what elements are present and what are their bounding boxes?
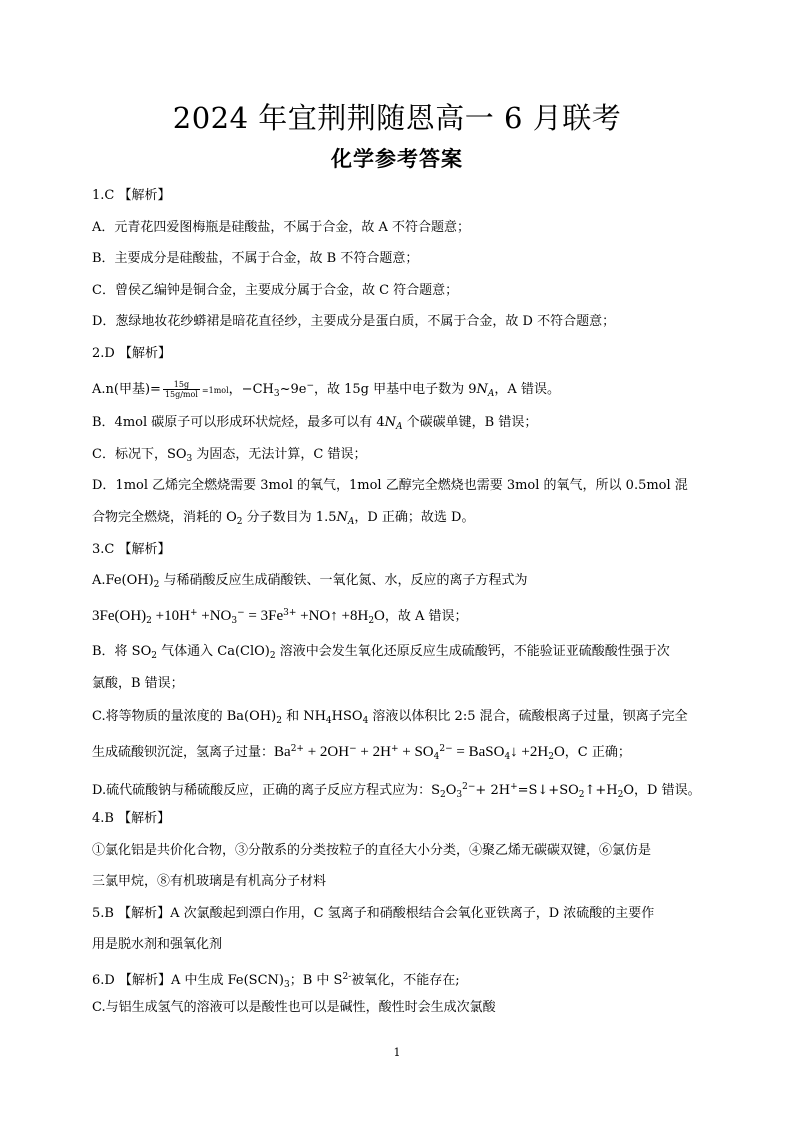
q3-option-d: D.硫代硫酸钠与稀硫酸反应，正确的离子反应方程式应为：$S_2O_3^{2-}+$ $2H^+=S↓+SO_2↑+H_2O$，D 错误。 [92,782,701,800]
q2-option-b: B．4mol 碳原子可以形成环状烷烃，最多可以有 $4N_A$ 个碳碳单键，B 错误； [92,415,538,432]
page-subtitle: 化学参考答案 [331,147,463,171]
q2-option-d: D．1mol 乙烯完全燃烧需要 3mol 的氧气，1mol 乙醇完全燃烧也需要 3mol 的氧气，所以 0.5mol 混 [92,478,688,493]
q3-option-c: C.将等物质的量浓度的 $Ba(OH)_2$ 和 $NH_4HSO_4$ 溶液以体积比 2:5 混合，硫酸根离子过量，钡离子完全 [92,709,688,726]
q5-line-2: 用是脱水剂和强氧化剂 [92,937,223,952]
q2-option-c: C．标况下，$SO_3$ 为固态，无法计算，C 错误； [92,447,367,464]
q1-option-c: C．曾侯乙编钟是铜合金，主要成分属于合金，故 C 符合题意； [92,283,459,298]
q3-option-c-cont: 生成硫酸钡沉淀，氢离子过量：$Ba^{2+} + 2OH^- + 2H^+ + SO_4^{2-}$ = BaSO$_4$↓ $+2H_2O$，C 正确； [92,744,631,762]
q6-line-1: 6.D 【解析】A 中生成 $Fe(SCN)_3$；B 中 $S^{2-}$被氧化，不能存在; [92,972,460,990]
q4-line-1: ①氯化铝是共价化合物，③分散系的分类按粒子的直径大小分类，④聚乙烯无碳碳双键，⑥氯仿是 [92,843,652,858]
q3-equation-a: $3Fe(OH)_2 +10H^+ +NO_3^- = 3Fe^{3+}$ +NO↑ $+8H_2O$，故 A 错误； [92,608,468,626]
q5-line-1: 5.B 【解析】A 次氯酸起到漂白作用，C 氢离子和硝酸根结合会氧化亚铁离子，D 浓硫酸的主要作 [92,906,655,921]
q4-heading: 4.B 【解析】 [92,811,171,826]
q1-option-b: B．主要成分是硅酸盐，不属于合金，故 B 不符合题意； [92,251,419,266]
q2-option-a: A.n(甲基)= $\frac{15g}{\text{15g/mol}}$ =1mol，$-CH_3\sim 9e^-$，故 15g 甲基中电子数为 $9N_A$，A 错误。 [92,380,560,399]
q3-heading: 3.C 【解析】 [92,542,171,557]
fraction: $\frac{15g}{\text{15g/mol}}$ [164,380,198,399]
q6-line-2: C.与铝生成氢气的溶液可以是酸性也可以是碱性，酸性时会生成次氯酸 [92,1000,496,1015]
q3-option-b-cont: 氯酸，B 错误； [92,676,184,691]
q1-option-d: D．葱绿地妆花纱蟒裙是暗花直径纱，主要成分是蛋白质，不属于合金，故 D 不符合题意； [92,314,616,329]
q2-heading: 2.D 【解析】 [92,346,171,361]
q1-option-a: A．元青花四爱图梅瓶是硅酸盐，不属于合金，故 A 不符合题意； [92,220,471,235]
q2-option-d-cont: 合物完全燃烧，消耗的 $O_2$ 分子数目为 $1.5N_A$，D 正确；故选 D。 [92,510,475,527]
q1-heading: 1.C 【解析】 [92,188,171,203]
page-number: 1 [393,1046,401,1059]
q3-option-b: B．将 $SO_2$ 气体通入 $Ca(ClO)_2$ 溶液中会发生氧化还原反应生成硫酸钙，不能验证亚硫酸酸性强于次 [92,644,670,661]
page-title: 2024 年宜荆荆随恩高一 6 月联考 [172,101,622,135]
q4-line-2: 三氯甲烷，⑧有机玻璃是有机高分子材料 [92,874,327,889]
q3-option-a: $A.Fe(OH)_2$ 与稀硝酸反应生成硝酸铁、一氧化氮、水，反应的离子方程式为 [92,573,528,590]
